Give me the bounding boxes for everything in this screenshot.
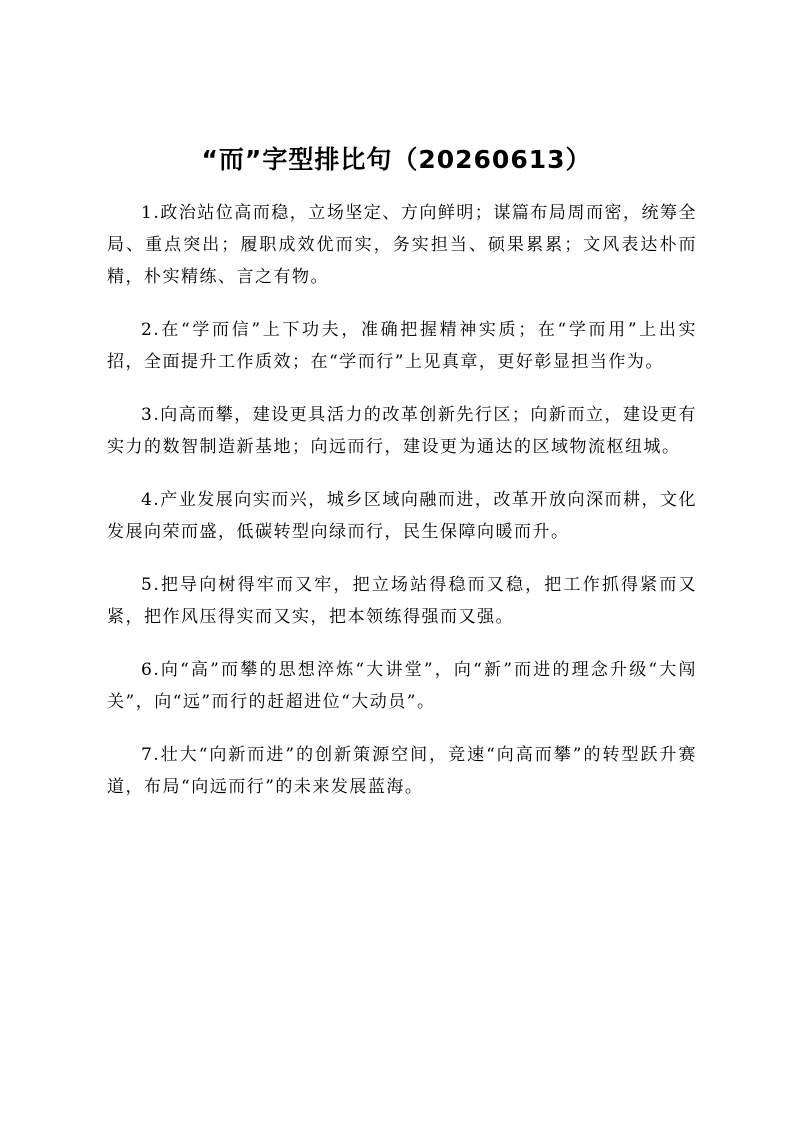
paragraph-6: 6.向“高”而攀的思想淬炼“大讲堂”，向“新”而进的理念升级“大闯关”，向“远”而行的赶超进位“大动员”。 bbox=[107, 660, 697, 712]
document-body bbox=[107, 197, 697, 824]
document-title: “而”字型排比句（20260613） bbox=[201, 145, 592, 174]
paragraph-4: 4.产业发展向实而兴，城乡区域向融而进，改革开放向深而耕，文化发展向荣而盛，低碳转型向绿而行，民生保障向暖而升。 bbox=[107, 490, 697, 542]
paragraph-2: 2.在“学而信”上下功夫，准确把握精神实质；在“学而用”上出实招，全面提升工作质效；在“学而行”上见真章，更好彰显担当作为。 bbox=[107, 320, 697, 372]
paragraph-5: 5.把导向树得牢而又牢，把立场站得稳而又稳，把工作抓得紧而又紧，把作风压得实而又实，把本领练得强而又强。 bbox=[107, 575, 697, 627]
paragraph-3: 3.向高而攀，建设更具活力的改革创新先行区；向新而立，建设更有实力的数智制造新基地；向远而行，建设更为通达的区域物流枢纽城。 bbox=[107, 405, 697, 457]
paragraph-7: 7.壮大“向新而进”的创新策源空间，竞速“向高而攀”的转型跃升赛道，布局“向远而行”的未来发展蓝海。 bbox=[107, 745, 697, 797]
paragraph-1: 1.政治站位高而稳，立场坚定、方向鲜明；谋篇布局周而密，统筹全局、重点突出；履职成效优而实，务实担当、硕果累累；文风表达朴而精，朴实精练、言之有物。 bbox=[107, 203, 697, 287]
